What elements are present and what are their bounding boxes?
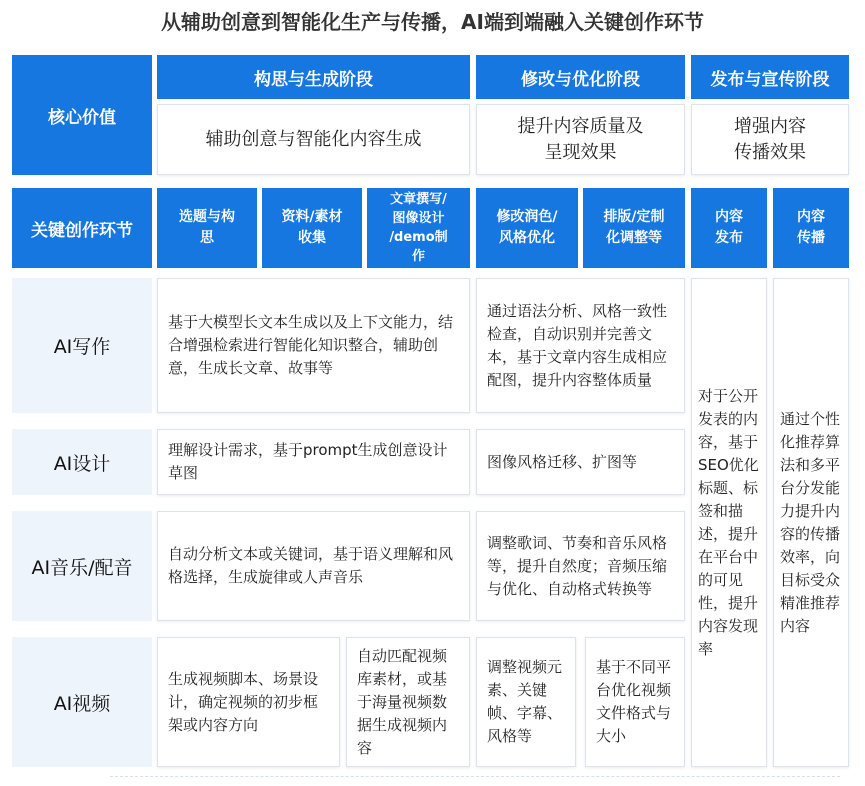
ai-design-generate: 理解设计需求，基于prompt生成创意设计草图 [157, 429, 470, 495]
ai-writing-generate: 基于大模型长文本生成以及上下文能力，结合增强检索进行智能化知识整合，辅助创意，生成长文章、故事等 [157, 278, 470, 413]
ai-video-script: 生成视频脚本、场景设计，确定视频的初步框架或内容方向 [157, 637, 340, 767]
stage-header-publish: 发布与宣传阶段 [691, 55, 849, 99]
spread-description: 通过个性化推荐算法和多平台分发能力提升内容的传播效率，向目标受众精准推荐内容 [773, 278, 849, 767]
bottom-divider [110, 776, 840, 777]
step-spread: 内容 传播 [773, 188, 849, 268]
page-title: 从辅助创意到智能化生产与传播，AI端到端融入关键创作环节 [161, 9, 704, 34]
ai-music-generate: 自动分析文本或关键词，基于语义理解和风格选择，生成旋律或人声音乐 [157, 511, 470, 621]
stage-value-ideation: 辅助创意与智能化内容生成 [157, 104, 470, 175]
ai-writing-optimize: 通过语法分析、风格一致性检查，自动识别并完善文本，基于文章内容生成相应配图，提升内容整体质量 [476, 278, 685, 413]
step-publish: 内容 发布 [691, 188, 767, 268]
stage-value-publish: 增强内容 传播效果 [691, 104, 849, 175]
row-label-ai-music: AI音乐/配音 [12, 511, 152, 621]
ai-design-optimize: 图像风格迁移、扩图等 [476, 429, 685, 495]
stage-header-revision: 修改与优化阶段 [476, 55, 685, 99]
publish-description: 对于公开发表的内容，基于SEO优化标题、标签和描述，提升在平台中的可见性，提升内容发现率 [691, 278, 767, 767]
step-ideation: 选题与构 思 [157, 188, 257, 268]
stage-value-revision: 提升内容质量及 呈现效果 [476, 104, 685, 175]
step-writing: 文章撰写/ 图像设计 /demo制 作 [367, 188, 470, 268]
ai-video-adjust: 调整视频元素、关键帧、字幕、风格等 [476, 637, 576, 767]
step-material: 资料/素材 收集 [262, 188, 362, 268]
core-value-label: 核心价值 [12, 55, 152, 175]
ai-music-optimize: 调整歌词、节奏和音乐风格等，提升自然度；音频压缩与优化、自动格式转换等 [476, 511, 685, 621]
ai-video-material: 自动匹配视频库素材，或基于海量视频数据生成视频内容 [346, 637, 470, 767]
row-label-ai-design: AI设计 [12, 429, 152, 495]
step-layout: 排版/定制 化调整等 [583, 188, 685, 268]
stage-header-ideation: 构思与生成阶段 [157, 55, 470, 99]
ai-video-format: 基于不同平台优化视频文件格式与大小 [585, 637, 685, 767]
step-polish: 修改润色/ 风格优化 [476, 188, 578, 268]
row-label-ai-writing: AI写作 [12, 278, 152, 413]
key-steps-label: 关键创作环节 [12, 188, 152, 268]
row-label-ai-video: AI视频 [12, 637, 152, 767]
